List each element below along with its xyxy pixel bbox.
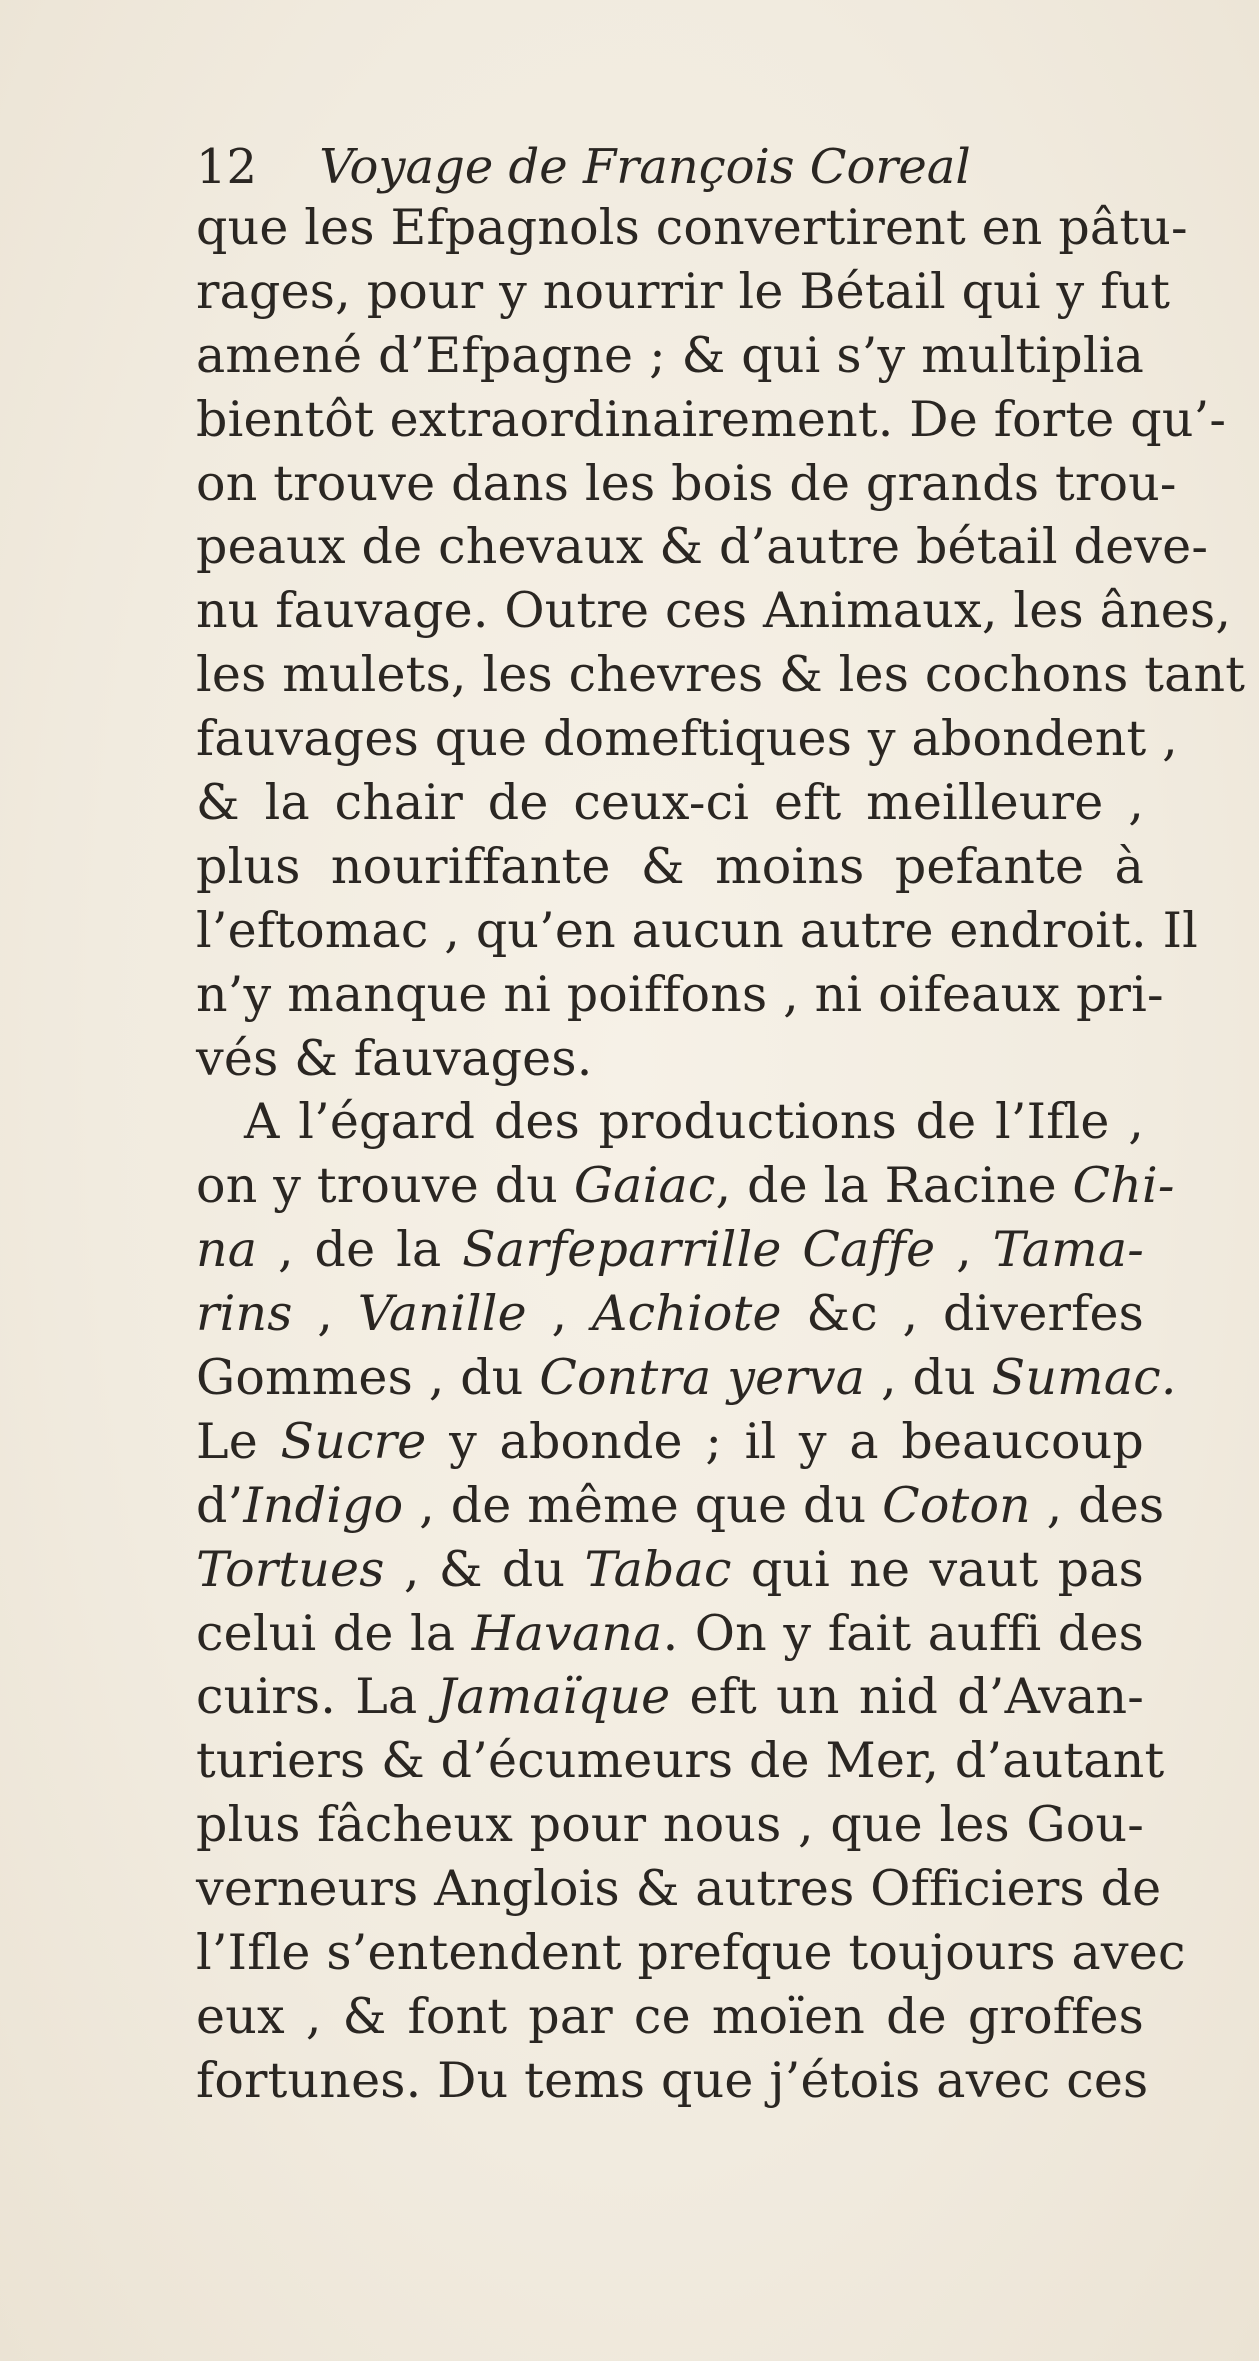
text-line: rins , Vanille , Achiote &c , diverfes — [196, 1285, 1145, 1343]
text-line: que les Efpagnols convertirent en pâtu- — [196, 199, 1188, 256]
text-line: na , de la Sarfeparrille Caffe , Tama- — [196, 1221, 1144, 1279]
text-line: nu fauvage. Outre ces Animaux, les ânes, — [196, 582, 1232, 640]
text-line: peaux de chevaux & d’autre bétail deve- — [196, 518, 1209, 576]
body-text — [196, 196, 1246, 2113]
text-line: & la chair de ceux-ci eft meilleure , — [196, 774, 1144, 832]
text-line: Le Sucre y abonde ; il y a beaucoup — [196, 1412, 1144, 1470]
text-line: cuirs. La Jamaïque eft un nid d’Avan- — [196, 1668, 1144, 1726]
text-line: eux , & font par ce moïen de groffes — [196, 1987, 1144, 2045]
text-line: les mulets, les chevres & les cochons tant — [196, 646, 1246, 704]
text-line: verneurs Anglois & autres Officiers de — [196, 1860, 1162, 1918]
text-line: fauvages que domeftiques y abondent , — [196, 710, 1178, 768]
running-title: Voyage de François Coreal — [319, 139, 971, 195]
text-line: on y trouve du Gaiac, de la Racine Chi- — [196, 1157, 1175, 1215]
text-line: turiers & d’écumeurs de Mer, d’autant — [196, 1732, 1165, 1790]
text-line: bientôt extraordinairement. De forte qu’- — [196, 390, 1227, 448]
text-line: fortunes. Du tems que j’étois avec ces — [196, 2051, 1149, 2109]
text-line: A l’égard des productions de l’Ifle , — [244, 1093, 1144, 1151]
text-line: plus nouriffante & moins pefante à — [196, 837, 1144, 895]
page-number: 12 — [196, 139, 258, 195]
text-line: n’y manque ni poiffons , ni oifeaux pri- — [196, 965, 1164, 1023]
text-line: celui de la Havana. On y fait auffi des — [196, 1604, 1144, 1662]
text-line: Tortues , & du Tabac qui ne vaut pas — [196, 1540, 1144, 1598]
text-line: l’Ifle s’entendent prefque toujours avec — [196, 1924, 1186, 1982]
text-line: Gommes , du Contra yerva , du Sumac. — [196, 1349, 1177, 1407]
text-line: l’eftomac , qu’en aucun autre endroit. Il — [196, 901, 1199, 959]
text-line: d’Indigo , de même que du Coton , des — [196, 1476, 1165, 1534]
text-line: amené d’Efpagne ; & qui s’y multiplia — [196, 326, 1144, 384]
text-line: rages, pour y nourrir le Bétail qui y fut — [196, 262, 1171, 320]
page-header — [196, 132, 1096, 202]
text-line: vés & fauvages. — [196, 1029, 593, 1087]
text-line: plus fâcheux pour nous , que les Gou- — [196, 1796, 1144, 1854]
text-line: on trouve dans les bois de grands trou- — [196, 454, 1177, 512]
